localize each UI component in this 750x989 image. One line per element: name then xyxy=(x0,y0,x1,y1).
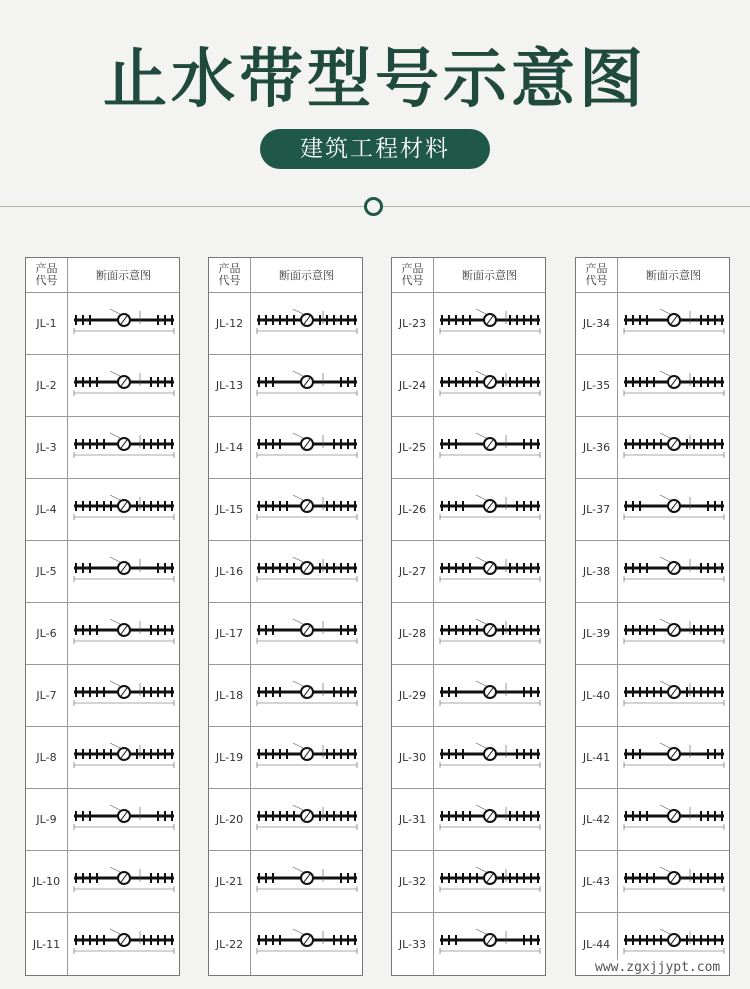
diagram-cell xyxy=(68,541,179,602)
diagram-cell xyxy=(68,913,179,975)
header-diagram: 断面示意图 xyxy=(646,269,701,282)
diagram-cell xyxy=(618,789,729,850)
product-code: JL-14 xyxy=(209,417,251,478)
section-diagram xyxy=(70,552,178,592)
diagram-cell xyxy=(618,665,729,726)
section-diagram xyxy=(436,614,544,654)
watermark: www.zgxjjypt.com xyxy=(592,960,723,975)
table-header xyxy=(209,258,362,293)
section-diagram xyxy=(436,428,544,468)
product-code: JL-12 xyxy=(209,293,251,354)
product-code: JL-24 xyxy=(392,355,434,416)
table-row xyxy=(392,727,545,789)
table-row xyxy=(26,479,179,541)
product-code: JL-9 xyxy=(26,789,68,850)
diagram-cell xyxy=(618,417,729,478)
diagram-cell xyxy=(618,293,729,354)
header-diagram: 断面示意图 xyxy=(96,269,151,282)
diagram-cell xyxy=(618,355,729,416)
table-row xyxy=(26,789,179,851)
table-row xyxy=(392,541,545,603)
table-row xyxy=(392,355,545,417)
section-diagram xyxy=(253,614,361,654)
diagram-cell xyxy=(68,355,179,416)
table-row xyxy=(576,293,729,355)
product-table-1 xyxy=(25,257,180,976)
diagram-cell xyxy=(434,355,545,416)
section-diagram xyxy=(70,862,178,902)
table-row xyxy=(576,789,729,851)
section-diagram xyxy=(253,552,361,592)
section-diagram xyxy=(620,862,728,902)
table-header xyxy=(392,258,545,293)
diagram-cell xyxy=(68,417,179,478)
section-diagram xyxy=(436,304,544,344)
header-diagram: 断面示意图 xyxy=(279,269,334,282)
product-code: JL-3 xyxy=(26,417,68,478)
table-row xyxy=(576,665,729,727)
header-code-line1: 产品 xyxy=(218,262,241,275)
section-diagram xyxy=(70,366,178,406)
diagram-cell xyxy=(618,851,729,912)
product-code: JL-30 xyxy=(392,727,434,788)
section-diagram xyxy=(436,800,544,840)
section-diagram xyxy=(70,614,178,654)
product-code: JL-2 xyxy=(26,355,68,416)
section-diagram xyxy=(620,428,728,468)
section-diagram xyxy=(620,738,728,778)
product-code: JL-33 xyxy=(392,913,434,975)
product-code: JL-43 xyxy=(576,851,618,912)
diagram-cell xyxy=(68,851,179,912)
product-table-4 xyxy=(575,257,730,976)
section-diagram xyxy=(253,676,361,716)
diagram-cell xyxy=(251,417,362,478)
table-row xyxy=(576,417,729,479)
diagram-cell xyxy=(434,603,545,664)
diagram-cell xyxy=(434,417,545,478)
diagram-cell xyxy=(618,727,729,788)
product-code: JL-10 xyxy=(26,851,68,912)
header-code xyxy=(26,258,68,292)
table-row xyxy=(209,355,362,417)
table-row xyxy=(392,603,545,665)
product-code: JL-1 xyxy=(26,293,68,354)
product-code: JL-11 xyxy=(26,913,68,975)
section-diagram xyxy=(620,490,728,530)
product-code: JL-37 xyxy=(576,479,618,540)
table-row xyxy=(209,293,362,355)
table-row xyxy=(209,727,362,789)
diagram-cell xyxy=(251,851,362,912)
section-diagram xyxy=(253,366,361,406)
section-diagram xyxy=(436,738,544,778)
product-code: JL-39 xyxy=(576,603,618,664)
diagram-cell xyxy=(251,479,362,540)
product-code: JL-32 xyxy=(392,851,434,912)
product-code: JL-5 xyxy=(26,541,68,602)
table-row xyxy=(209,665,362,727)
diagram-cell xyxy=(251,727,362,788)
header-code-line2: 代号 xyxy=(585,274,608,287)
diagram-cell xyxy=(251,913,362,975)
table-row xyxy=(392,789,545,851)
section-diagram xyxy=(620,552,728,592)
product-code: JL-35 xyxy=(576,355,618,416)
diagram-cell xyxy=(434,789,545,850)
header-diagram: 断面示意图 xyxy=(462,269,517,282)
table-row xyxy=(26,293,179,355)
diagram-cell xyxy=(618,603,729,664)
table-row xyxy=(26,727,179,789)
section-diagram xyxy=(620,924,728,964)
table-row xyxy=(576,479,729,541)
product-code: JL-36 xyxy=(576,417,618,478)
section-diagram xyxy=(70,738,178,778)
header-code-line2: 代号 xyxy=(35,274,58,287)
subtitle-badge: 建筑工程材料 xyxy=(260,129,490,169)
diagram-cell xyxy=(251,355,362,416)
table-header xyxy=(26,258,179,293)
diagram-cell xyxy=(68,665,179,726)
section-diagram xyxy=(620,676,728,716)
section-diagram xyxy=(436,490,544,530)
product-code: JL-25 xyxy=(392,417,434,478)
product-code: JL-38 xyxy=(576,541,618,602)
product-code: JL-16 xyxy=(209,541,251,602)
diagram-cell xyxy=(434,913,545,975)
header-code xyxy=(576,258,618,292)
product-code: JL-8 xyxy=(26,727,68,788)
section-diagram xyxy=(253,924,361,964)
diagram-cell xyxy=(251,789,362,850)
diagram-cell xyxy=(434,665,545,726)
diagram-cell xyxy=(251,293,362,354)
diagram-cell xyxy=(68,479,179,540)
diagram-cell xyxy=(434,851,545,912)
product-code: JL-34 xyxy=(576,293,618,354)
table-row xyxy=(209,479,362,541)
table-row xyxy=(392,417,545,479)
table-row xyxy=(576,603,729,665)
header-code-line2: 代号 xyxy=(218,274,241,287)
table-row xyxy=(576,851,729,913)
diagram-cell xyxy=(68,789,179,850)
section-diagram xyxy=(436,366,544,406)
diagram-cell xyxy=(434,293,545,354)
diagram-cell xyxy=(68,727,179,788)
diagram-cell xyxy=(251,541,362,602)
product-code: JL-13 xyxy=(209,355,251,416)
product-code: JL-15 xyxy=(209,479,251,540)
table-row xyxy=(392,913,545,975)
table-row xyxy=(392,479,545,541)
diagram-cell xyxy=(251,665,362,726)
product-code: JL-23 xyxy=(392,293,434,354)
diagram-cell xyxy=(68,603,179,664)
section-diagram xyxy=(436,552,544,592)
section-diagram xyxy=(253,738,361,778)
product-code: JL-4 xyxy=(26,479,68,540)
diagram-cell xyxy=(434,479,545,540)
diagram-cell xyxy=(434,541,545,602)
header-code xyxy=(209,258,251,292)
section-diagram xyxy=(70,428,178,468)
product-code: JL-40 xyxy=(576,665,618,726)
product-code: JL-18 xyxy=(209,665,251,726)
product-code: JL-31 xyxy=(392,789,434,850)
product-code: JL-21 xyxy=(209,851,251,912)
table-row xyxy=(26,851,179,913)
product-code: JL-26 xyxy=(392,479,434,540)
product-code: JL-27 xyxy=(392,541,434,602)
table-row xyxy=(26,603,179,665)
product-code: JL-44 xyxy=(576,913,618,975)
header-code-line1: 产品 xyxy=(35,262,58,275)
table-row xyxy=(392,293,545,355)
section-diagram xyxy=(436,676,544,716)
table-header xyxy=(576,258,729,293)
section-diagram xyxy=(620,800,728,840)
table-row xyxy=(209,417,362,479)
section-diagram xyxy=(620,366,728,406)
table-row xyxy=(392,851,545,913)
table-row xyxy=(209,541,362,603)
product-code: JL-20 xyxy=(209,789,251,850)
product-code: JL-41 xyxy=(576,727,618,788)
section-diagram xyxy=(253,490,361,530)
section-diagram xyxy=(253,304,361,344)
section-diagram xyxy=(620,304,728,344)
product-table-3 xyxy=(391,257,546,976)
section-diagram xyxy=(70,800,178,840)
product-code: JL-6 xyxy=(26,603,68,664)
table-row xyxy=(209,913,362,975)
header-code-line1: 产品 xyxy=(401,262,424,275)
section-diagram xyxy=(253,428,361,468)
table-row xyxy=(26,913,179,975)
product-code: JL-19 xyxy=(209,727,251,788)
header-code-line2: 代号 xyxy=(401,274,424,287)
table-row xyxy=(392,665,545,727)
table-row xyxy=(26,665,179,727)
header-code-line1: 产品 xyxy=(585,262,608,275)
table-row xyxy=(26,417,179,479)
table-row xyxy=(209,789,362,851)
table-row xyxy=(576,727,729,789)
table-row xyxy=(209,851,362,913)
table-row xyxy=(26,541,179,603)
table-row xyxy=(576,355,729,417)
section-diagram xyxy=(70,490,178,530)
product-code: JL-28 xyxy=(392,603,434,664)
product-code: JL-17 xyxy=(209,603,251,664)
table-row xyxy=(576,541,729,603)
product-code: JL-29 xyxy=(392,665,434,726)
product-code: JL-42 xyxy=(576,789,618,850)
section-diagram xyxy=(436,862,544,902)
product-table-2 xyxy=(208,257,363,976)
table-row xyxy=(26,355,179,417)
product-code: JL-7 xyxy=(26,665,68,726)
diagram-cell xyxy=(434,727,545,788)
section-diagram xyxy=(436,924,544,964)
section-diagram xyxy=(253,862,361,902)
table-row xyxy=(209,603,362,665)
product-code: JL-22 xyxy=(209,913,251,975)
section-diagram xyxy=(620,614,728,654)
diagram-cell xyxy=(618,479,729,540)
divider-circle-icon xyxy=(364,197,383,216)
section-diagram xyxy=(253,800,361,840)
section-diagram xyxy=(70,924,178,964)
header-code xyxy=(392,258,434,292)
diagram-cell xyxy=(68,293,179,354)
section-diagram xyxy=(70,676,178,716)
diagram-cell xyxy=(618,541,729,602)
section-diagram xyxy=(70,304,178,344)
page-title: 止水带型号示意图 xyxy=(103,43,647,117)
diagram-cell xyxy=(251,603,362,664)
